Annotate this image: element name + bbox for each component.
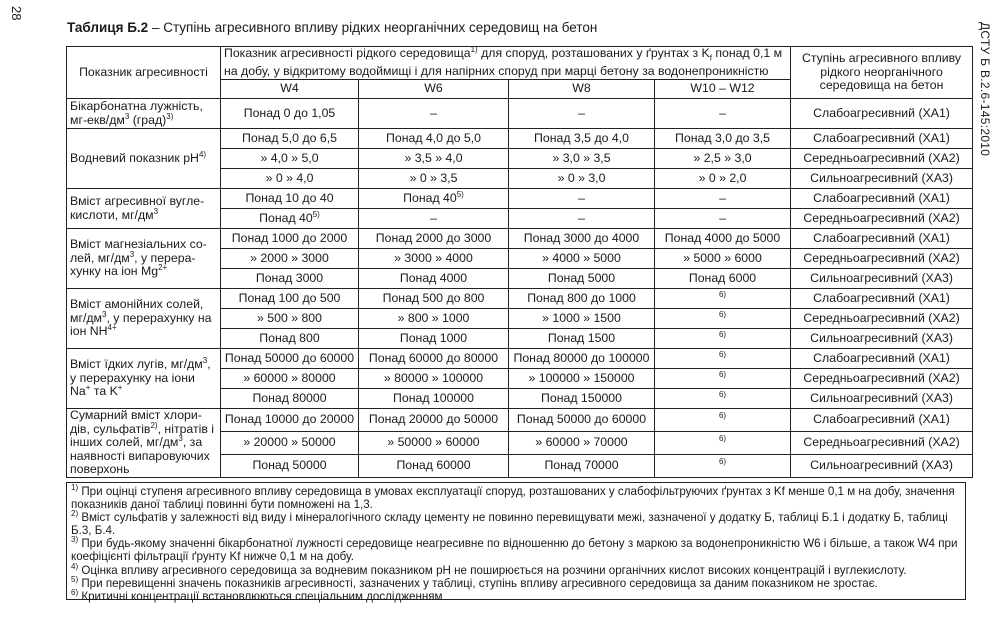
value-cell-w8: Понад 70000 <box>509 454 655 477</box>
value-cell-w10: 6) <box>655 409 791 432</box>
degree-cell: Сильноагресивний (ХА3) <box>791 269 973 289</box>
degree-cell: Сильноагресивний (ХА3) <box>791 329 973 349</box>
table-row <box>67 99 973 129</box>
indicator-cell: Водневий показник $pH^{4)}$ <box>67 129 221 189</box>
degree-cell: Слабоагресивний (ХА1) <box>791 229 973 249</box>
value-cell-w6: Понад 2000 до 3000 <box>359 229 509 249</box>
indicator-cell: Вміст агресивної вугле-кислоти, $мг/дм^3$ <box>67 189 221 229</box>
value-cell-w6: » 800 » 1000 <box>359 309 509 329</box>
value-cell-w8: Понад 50000 до 60000 <box>509 409 655 432</box>
value-cell-w8: » 1000 » 1500 <box>509 309 655 329</box>
value-cell-w8: » 100000 » 150000 <box>509 369 655 389</box>
note-item: $^{6)}$ Критичні концентрації встановлюються спеціальним дослідженням <box>71 587 443 603</box>
note-item: $^{3)}$ При будь-якому значенні бікарбонатної лужності середовище неагресивне по відношенню до бетону з маркою за водонепроникністю W6 і більше, а також W4 при коефіцієнті фільтрації ґрунту Kf нижче 0,1 м на добу. <box>71 535 958 564</box>
value-cell-w4: » 4,0 » 5,0 <box>221 149 359 169</box>
value-cell-w6: » 80000 » 100000 <box>359 369 509 389</box>
value-cell-w10: – <box>655 189 791 209</box>
degree-cell: Слабоагресивний (ХА1) <box>791 129 973 149</box>
value-cell-w10: 6) <box>655 454 791 477</box>
indicator-cell: Сумарний вміст хлори-дів, сульфатів$^{2)}$, нітратів і інших солей, $мг/дм^3$, за наявності випаровуючих поверхонь <box>67 409 221 478</box>
value-cell-w6: Понад 1000 <box>359 329 509 349</box>
degree-cell: Слабоагресивний (ХА1) <box>791 409 973 432</box>
degree-cell: Сильноагресивний (ХА3) <box>791 454 973 477</box>
value-cell-w10: Понад 4000 до 5000 <box>655 229 791 249</box>
value-cell-w8: – <box>509 209 655 229</box>
value-cell-w6: Понад 100000 <box>359 389 509 409</box>
indicator-cell: Вміст їдких лугів, $мг/дм^3$, у перерахунку на іони Na+ та K+ <box>67 349 221 409</box>
header-w4: W4 <box>221 80 359 99</box>
value-cell-w10: » 0 » 2,0 <box>655 169 791 189</box>
value-cell-w10: Понад 3,0 до 3,5 <box>655 129 791 149</box>
value-cell-w8: Понад 1500 <box>509 329 655 349</box>
value-cell-w8: Понад 150000 <box>509 389 655 409</box>
value-cell-w10: 6) <box>655 309 791 329</box>
indicator-cell: Вміст магнезіальних со-лей, $мг/дм^3$, у перера-хунку на іон $Mg^{2+}$ <box>67 229 221 289</box>
header-indicator: Показник агресивності <box>67 47 221 99</box>
page-number: 28 <box>9 6 24 21</box>
value-cell-w8: Понад 5000 <box>509 269 655 289</box>
note-item: $^{5)}$ При перевищенні значень показників агресивності, зазначених у таблиці, ступінь впливу агресивного середовища за даним показником не зростає. <box>71 574 878 590</box>
header-group: Показник агресивності рідкого середовища$^{1)}$ для споруд, розташованих у ґрунтах з $K_f$ понад 0,1 м на добу, у відкритому водоймищі і для напірних споруд при марці бетону за водонепроникністю <box>221 47 791 80</box>
header-w8: W8 <box>509 80 655 99</box>
value-cell-w4: Понад 800 <box>221 329 359 349</box>
value-cell-w4: Понад 40$^{5)}$ <box>221 209 359 229</box>
value-cell-w8: – <box>509 189 655 209</box>
table-row <box>67 189 973 209</box>
degree-cell: Слабоагресивний (ХА1) <box>791 349 973 369</box>
value-cell-w6: Понад 60000 до 80000 <box>359 349 509 369</box>
value-cell-w4: » 500 » 800 <box>221 309 359 329</box>
degree-cell: Середньоагресивний (ХА2) <box>791 249 973 269</box>
value-cell-w8: Понад 800 до 1000 <box>509 289 655 309</box>
value-cell-w10: 6) <box>655 349 791 369</box>
table-caption <box>67 20 597 35</box>
value-cell-w10: 6) <box>655 389 791 409</box>
value-cell-w6: » 3000 » 4000 <box>359 249 509 269</box>
table-notes <box>66 482 966 603</box>
value-cell-w6: Понад 60000 <box>359 454 509 477</box>
value-cell-w8: » 4000 » 5000 <box>509 249 655 269</box>
value-cell-w4: Понад 3000 <box>221 269 359 289</box>
value-cell-w4: Понад 50000 до 60000 <box>221 349 359 369</box>
note-item: $^{2)}$ Вміст сульфатів у залежності від виду і мінералогічного складу цементу не повинно перевищувати межі, зазначеної у додатку Б, таблиці Б.1 і додатку Б, таблиці Б.3, Б.4. <box>71 509 948 538</box>
table-row <box>67 229 973 249</box>
value-cell-w6: Понад 500 до 800 <box>359 289 509 309</box>
value-cell-w10: 6) <box>655 369 791 389</box>
table-row <box>67 409 973 432</box>
degree-cell: Середньоагресивний (ХА2) <box>791 309 973 329</box>
table-title: – Ступінь агресивного впливу рідких неорганічних середовищ на бетон <box>148 20 598 35</box>
value-cell-w10: » 2,5 » 3,0 <box>655 149 791 169</box>
value-cell-w4: » 60000 » 80000 <box>221 369 359 389</box>
indicator-cell: Бікарбонатна лужність, $мг-екв/дм^3$ (град)$^{3)}$ <box>67 99 221 129</box>
value-cell-w8: Понад 80000 до 100000 <box>509 349 655 369</box>
value-cell-w10: – <box>655 209 791 229</box>
value-cell-w10: – <box>655 99 791 129</box>
degree-cell: Слабоагресивний (ХА1) <box>791 289 973 309</box>
note-item: $^{1)}$ При оцінці ступеня агресивного впливу середовища в умовах експлуатації споруд, розташованих у слабофільтруючих ґрунтах з Kf менше 0,1 м на добу, значення показників даної таблиці повинні бути помножені на 1,3. <box>71 483 955 512</box>
value-cell-w4: Понад 50000 <box>221 454 359 477</box>
aggressiveness-table <box>66 46 973 478</box>
value-cell-w6: » 3,5 » 4,0 <box>359 149 509 169</box>
header-degree: Ступінь агресивного впливу рідкого неорганічного середовища на бетон <box>791 47 973 99</box>
value-cell-w10: 6) <box>655 289 791 309</box>
value-cell-w4: » 2000 » 3000 <box>221 249 359 269</box>
table-row <box>67 129 973 149</box>
indicator-cell: Вміст амонійних солей, $мг/дм^3$, у перерахунку на іон $NH^{4+}$ <box>67 289 221 349</box>
header-w10: W10 – W12 <box>655 80 791 99</box>
degree-cell: Середньоагресивний (ХА2) <box>791 369 973 389</box>
degree-cell: Середньоагресивний (ХА2) <box>791 209 973 229</box>
value-cell-w6: – <box>359 209 509 229</box>
value-cell-w8: » 60000 » 70000 <box>509 431 655 454</box>
value-cell-w4: Понад 1000 до 2000 <box>221 229 359 249</box>
value-cell-w8: Понад 3,5 до 4,0 <box>509 129 655 149</box>
table-row <box>67 289 973 309</box>
degree-cell: Слабоагресивний (ХА1) <box>791 99 973 129</box>
value-cell-w4: Понад 5,0 до 6,5 <box>221 129 359 149</box>
note-item: $^{4)}$ Оцінка впливу агресивного середовища за водневим показником pH не поширюється на розчини органічних кислот високих концентрацій і вуглекислоту. <box>71 561 907 577</box>
value-cell-w4: » 0 » 4,0 <box>221 169 359 189</box>
value-cell-w6: Понад 40$^{5)}$ <box>359 189 509 209</box>
value-cell-w6: » 50000 » 60000 <box>359 431 509 454</box>
value-cell-w10: Понад 6000 <box>655 269 791 289</box>
value-cell-w8: Понад 3000 до 4000 <box>509 229 655 249</box>
value-cell-w6: » 0 » 3,5 <box>359 169 509 189</box>
value-cell-w4: Понад 10000 до 20000 <box>221 409 359 432</box>
table-row <box>67 349 973 369</box>
degree-cell: Середньоагресивний (ХА2) <box>791 431 973 454</box>
value-cell-w4: Понад 0 до 1,05 <box>221 99 359 129</box>
value-cell-w6: Понад 4,0 до 5,0 <box>359 129 509 149</box>
value-cell-w4: » 20000 » 50000 <box>221 431 359 454</box>
document-code: ДСТУ Б В.2.6-145:2010 <box>978 22 992 157</box>
value-cell-w4: Понад 100 до 500 <box>221 289 359 309</box>
value-cell-w10: » 5000 » 6000 <box>655 249 791 269</box>
value-cell-w6: Понад 20000 до 50000 <box>359 409 509 432</box>
value-cell-w10: 6) <box>655 431 791 454</box>
degree-cell: Сильноагресивний (ХА3) <box>791 389 973 409</box>
value-cell-w8: – <box>509 99 655 129</box>
degree-cell: Слабоагресивний (ХА1) <box>791 189 973 209</box>
value-cell-w8: » 3,0 » 3,5 <box>509 149 655 169</box>
value-cell-w6: – <box>359 99 509 129</box>
value-cell-w4: Понад 10 до 40 <box>221 189 359 209</box>
degree-cell: Сильноагресивний (ХА3) <box>791 169 973 189</box>
value-cell-w8: » 0 » 3,0 <box>509 169 655 189</box>
table-label: Таблиця Б.2 <box>67 20 149 35</box>
value-cell-w10: 6) <box>655 329 791 349</box>
header-w6: W6 <box>359 80 509 99</box>
value-cell-w4: Понад 80000 <box>221 389 359 409</box>
degree-cell: Середньоагресивний (ХА2) <box>791 149 973 169</box>
value-cell-w6: Понад 4000 <box>359 269 509 289</box>
